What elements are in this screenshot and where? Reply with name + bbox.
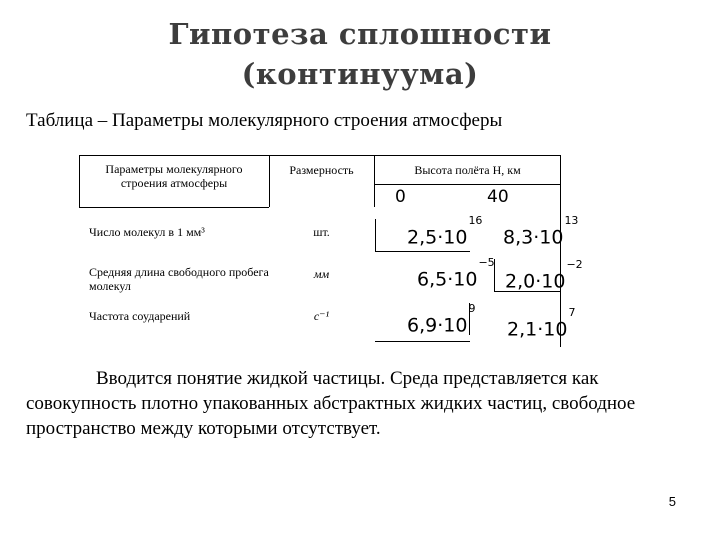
row-1-value-h0: $2,5\cdot 10^{16}$	[407, 214, 483, 249]
table-header-bottom	[79, 207, 269, 208]
row-1-value-h40: $8,3\cdot 10^{13}$	[503, 214, 579, 249]
value-box-line	[375, 341, 470, 342]
row-2-value-h40: $2,0\cdot 10^{-2}$	[505, 258, 583, 293]
header-params: Параметры молекулярного строения атмосферы	[105, 162, 243, 190]
table-height-subheader-line	[374, 184, 561, 185]
slide-title-line-1: Гипотеза сплошности	[168, 17, 552, 51]
row-1-label: Число молекул в 1 мм³	[89, 225, 205, 239]
table-border-left	[79, 155, 80, 207]
header-dimension: Размерность	[289, 163, 354, 177]
value-box-line	[375, 219, 376, 251]
row-2-label: Средняя длина свободного пробега молекул	[89, 265, 269, 293]
row-3-unit: с⁻¹	[313, 309, 330, 323]
row-3-label: Частота соударений	[89, 309, 191, 323]
header-height-0: 0	[395, 187, 406, 207]
header-height: Высота полёта H, км	[414, 163, 521, 177]
header-height-40: 40	[487, 187, 509, 207]
row-2-unit: мм	[313, 267, 330, 281]
row-1-unit: шт.	[313, 225, 330, 239]
atmosphere-parameters-table	[79, 155, 561, 347]
page-number: 5	[668, 494, 676, 509]
slide-title	[0, 14, 720, 94]
table-border-top	[79, 155, 561, 156]
value-box-line	[375, 251, 470, 252]
row-2-value-h0: $6,5\cdot 10^{-5}$	[417, 256, 495, 291]
slide-title-line-2: (континуума)	[241, 57, 479, 91]
row-3-value-h40: $2,1\cdot 10^7$	[507, 306, 576, 341]
table-caption: Таблица – Параметры молекулярного строения атмосферы	[26, 110, 503, 131]
row-3-value-h0: $6,9\cdot 10^9$	[407, 302, 476, 337]
body-paragraph: Вводится понятие жидкой частицы. Среда представляется как совокупность плотно упакованных абстрактных жидких частиц, свободное пространство между которыми отсутствует.	[26, 368, 636, 439]
